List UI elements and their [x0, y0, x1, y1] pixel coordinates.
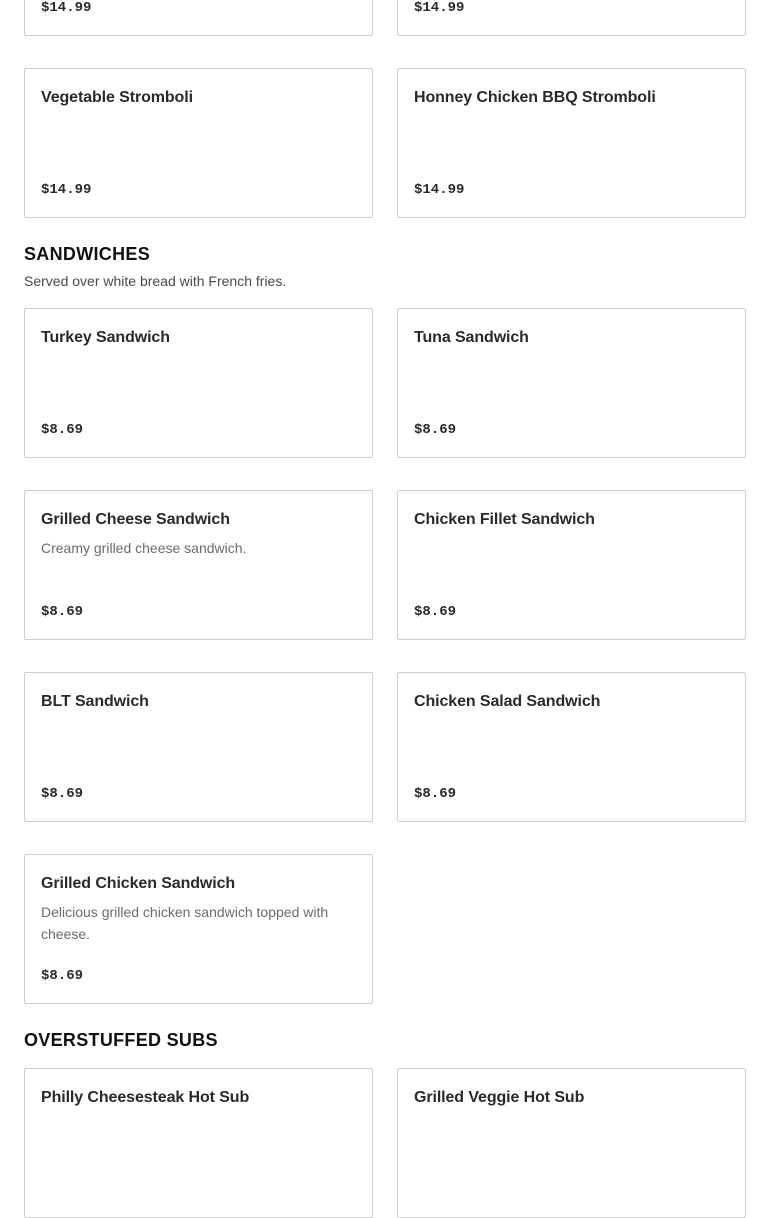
section-subtitle-sandwiches: Served over white bread with French fries. [24, 273, 287, 289]
item-price: $8.69 [414, 604, 457, 620]
menu-item-card[interactable] [24, 308, 373, 458]
menu-item-card[interactable] [397, 490, 746, 640]
item-name: Chicken Salad Sandwich [414, 693, 601, 710]
item-description: Delicious grilled chicken sandwich topped with cheese. [41, 904, 329, 942]
item-price: $8.69 [41, 968, 84, 984]
menu-item-card[interactable] [24, 490, 373, 640]
menu-item-card[interactable] [397, 1068, 746, 1218]
item-name: Grilled Chicken Sandwich [41, 875, 236, 892]
menu-item-card[interactable] [24, 672, 373, 822]
item-price: $14.99 [41, 182, 92, 198]
menu-item-card[interactable] [397, 672, 746, 822]
menu-item-card[interactable] [24, 68, 373, 218]
item-price: $8.69 [41, 786, 84, 802]
item-name: Honney Chicken BBQ Stromboli [414, 89, 656, 106]
item-name: Tuna Sandwich [414, 329, 529, 346]
item-price: $8.69 [41, 604, 84, 620]
item-name: Vegetable Stromboli [41, 89, 193, 106]
item-price: $8.69 [414, 422, 457, 438]
menu-item-card[interactable] [24, 854, 373, 1004]
menu-item-card[interactable] [397, 308, 746, 458]
item-name: BLT Sandwich [41, 693, 149, 710]
item-name: Turkey Sandwich [41, 329, 170, 346]
item-price: $14.99 [41, 0, 92, 16]
menu-item-card[interactable] [397, 68, 746, 218]
item-price: $14.99 [414, 0, 465, 16]
menu-item-card[interactable] [24, 1068, 373, 1218]
item-name: Grilled Cheese Sandwich [41, 511, 230, 528]
item-price: $14.99 [414, 182, 465, 198]
section-title-sandwiches: SANDWICHES [24, 244, 151, 264]
section-title-overstuffed-subs: OVERSTUFFED SUBS [24, 1030, 218, 1050]
item-name: Philly Cheesesteak Hot Sub [41, 1089, 250, 1106]
item-name: Grilled Veggie Hot Sub [414, 1089, 585, 1106]
item-description: Creamy grilled cheese sandwich. [41, 540, 247, 556]
menu-item-card[interactable] [397, 0, 746, 36]
item-name: Chicken Fillet Sandwich [414, 511, 595, 528]
item-price: $8.69 [41, 422, 84, 438]
menu-item-card[interactable] [24, 0, 373, 36]
item-price: $8.69 [414, 786, 457, 802]
